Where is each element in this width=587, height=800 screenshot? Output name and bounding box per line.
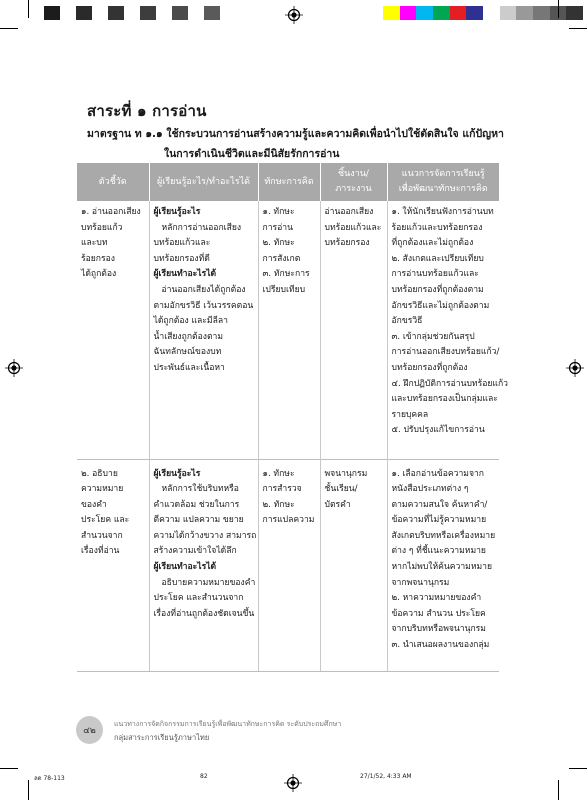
cell-line: หากไม่พบให้ค้นความหมาย xyxy=(391,562,493,573)
cell-line: อักขรวิธีและไม่ถูกต้องตาม xyxy=(391,300,490,311)
cell-line: เปรียบเทียบ xyxy=(262,284,306,295)
registration-mark-icon xyxy=(566,359,584,377)
cell-line: ข้อความที่ไม่รู้ความหมาย xyxy=(391,515,487,526)
table-row xyxy=(77,201,499,459)
cell-line: ๑. อ่านออกเสียง xyxy=(81,207,141,217)
cell-line: น้ำเสียงถูกต้องตาม xyxy=(153,331,224,342)
standard-line-2: ในการดำเนินชีวิตและมีนิสัยรักการอ่าน xyxy=(164,148,340,160)
cell-line: คำแวดล้อม ช่วยในการ xyxy=(153,499,240,510)
cell-line: อ่านออกเสียงได้ถูกต้อง xyxy=(161,284,246,295)
color-swatch xyxy=(483,6,500,20)
cell-line: ๒. อธิบาย xyxy=(81,468,118,479)
cell-line: จากบริบทหรือพจนานุกรม xyxy=(391,624,486,635)
cell-line: ๓. ทักษะการ xyxy=(262,269,310,280)
color-swatch xyxy=(44,6,60,20)
cell-line: พจนานุกรม xyxy=(324,468,368,479)
crop-mark xyxy=(558,0,559,18)
cell-line: หลักการอ่านออกเสียง xyxy=(161,222,242,233)
color-swatch xyxy=(450,6,467,20)
cell-line: ๕. ปรับปรุงแก้ไขการอ่าน xyxy=(391,425,485,436)
slug-file-name: ลด 78-113 xyxy=(34,775,65,782)
color-swatch xyxy=(76,6,92,20)
cell-line: บทร้อยกรอง xyxy=(324,238,370,249)
crop-mark xyxy=(28,780,29,800)
header-line: ภาระงาน xyxy=(335,184,372,194)
skills-cell xyxy=(258,459,320,671)
cell-line: หลักการใช้บริบทหรือ xyxy=(161,484,239,495)
cell-line: อธิบายความหมายของคำ xyxy=(161,577,256,588)
cell-line: ๑. เลือกอ่านข้อความจาก xyxy=(391,468,485,479)
cell-line: ๑. ทักษะ xyxy=(262,207,295,217)
cell-line: ตามความสนใจ ค้นหาคำ/ xyxy=(391,499,488,510)
header-work-tasks xyxy=(320,163,387,201)
cell-subheading: ผู้เรียนรู้อะไร xyxy=(153,468,201,479)
color-swatch xyxy=(466,6,483,20)
cell-line: และบทร้อยกรองเป็นกลุ่มและ xyxy=(391,394,498,405)
learning-cell xyxy=(149,201,258,459)
crop-mark xyxy=(0,28,18,29)
table-row xyxy=(77,459,499,671)
color-swatch xyxy=(92,6,108,20)
cell-line: ๔. ฝึกปฏิบัติการอ่านบทร้อยแก้ว xyxy=(391,378,508,389)
cell-line: ๓. เข้ากลุ่มช่วยกันสรุป xyxy=(391,331,475,342)
crop-mark xyxy=(0,768,18,769)
cell-line: ๓. นำเสนอผลงานของกลุ่ม xyxy=(391,640,490,651)
cell-line: ตามอักขรวิธี เว้นวรรคตอน xyxy=(153,300,254,311)
color-swatch xyxy=(172,6,188,20)
color-swatch xyxy=(533,6,550,20)
cell-line: ประพันธ์และเนื้อหา xyxy=(153,362,225,373)
cell-line: ความหมาย xyxy=(81,484,124,495)
header-thinking-skills xyxy=(258,163,320,201)
header-line: เพื่อพัฒนาทักษะการคิด xyxy=(398,184,488,194)
color-swatch xyxy=(566,6,583,20)
cell-line: ของคำ xyxy=(81,499,107,510)
header-learning-approach xyxy=(387,163,499,201)
cell-line: การอ่านออกเสียงบทร้อยแก้ว/ xyxy=(391,347,500,358)
cell-line: บทร้อยกรองที่ถูกต้องตาม xyxy=(391,284,484,295)
cell-line: และบท xyxy=(81,238,108,249)
cell-line: สำนวนจาก xyxy=(81,530,123,541)
crop-mark xyxy=(558,780,559,800)
cell-line: จากพจนานุกรม xyxy=(391,577,450,588)
header-line: ตัวชี้วัด xyxy=(98,176,127,187)
footer-subject-group: กลุ่มสาระการเรียนรู้ภาษาไทย xyxy=(114,733,210,742)
crop-mark xyxy=(569,768,587,769)
cell-line: การอ่านบทร้อยแก้วและ xyxy=(391,269,479,280)
color-swatch xyxy=(124,6,140,20)
cell-line: ตีความ แปลความ ขยาย xyxy=(153,515,244,526)
color-swatch xyxy=(204,6,220,20)
cell-line: รายบุคคล xyxy=(391,409,429,420)
cell-subheading: ผู้เรียนรู้อะไร xyxy=(153,207,201,217)
cell-subheading: ผู้เรียนทำอะไรได้ xyxy=(153,269,217,280)
cell-line: ข้อความ สำนวน ประโยค xyxy=(391,608,486,619)
grayscale-color-bar xyxy=(28,6,220,20)
color-swatch xyxy=(188,6,204,20)
color-swatch xyxy=(400,6,417,20)
learning-cell xyxy=(149,459,258,671)
standard-line-1: มาตรฐาน ท ๑.๑ ใช้กระบวนการอ่านสร้างความรู้และความคิดเพื่อนำไปใช้ตัดสินใจ แก้ปัญหา xyxy=(87,128,504,140)
cell-line: หนังสือประเภทต่าง ๆ xyxy=(391,484,469,495)
cell-line: บทร้อยแก้วและ xyxy=(153,238,211,249)
cell-line: ที่ถูกต้องและไม่ถูกต้อง xyxy=(391,238,474,249)
work-cell xyxy=(320,201,387,459)
color-swatch xyxy=(416,6,433,20)
page-title: สาระที่ ๑ การอ่าน xyxy=(87,102,207,120)
cmyk-color-bar xyxy=(383,6,583,20)
work-cell xyxy=(320,459,387,671)
table-header-row xyxy=(77,163,499,201)
cell-line: ร้อยกรอง xyxy=(81,253,115,264)
indicator-cell xyxy=(77,201,149,459)
cell-line: สร้างความเข้าใจได้ลึก xyxy=(153,546,237,557)
cell-line: อ่านออกเสียง xyxy=(324,207,374,217)
header-line: แนวการจัดการเรียนรู้ xyxy=(401,169,485,179)
header-line: ผู้เรียนรู้อะไร/ทำอะไรได้ xyxy=(156,176,251,187)
cell-line: ได้ถูกต้อง และมีลีลา xyxy=(153,316,228,327)
cell-line: เรื่องที่อ่านถูกต้องชัดเจนขึ้น xyxy=(153,608,255,619)
cell-line: เรื่องที่อ่าน xyxy=(81,546,120,557)
color-swatch xyxy=(516,6,533,20)
cell-line: การสำรวจ xyxy=(262,484,302,495)
cell-line: บทร้อยแก้วและ xyxy=(324,222,382,233)
cell-line: การอ่าน xyxy=(262,222,294,233)
learning-standard xyxy=(87,124,527,164)
cell-line: ต่าง ๆ ที่ชี้แนะความหมาย xyxy=(391,546,486,557)
cell-line: การสังเกต xyxy=(262,253,301,264)
cell-line: สังเกตบริบทหรือเครื่องหมาย xyxy=(391,530,496,541)
color-swatch xyxy=(500,6,517,20)
color-swatch xyxy=(60,6,76,20)
color-swatch xyxy=(140,6,156,20)
crop-mark xyxy=(28,0,29,18)
color-swatch xyxy=(433,6,450,20)
cell-line: บัตรคำ xyxy=(324,499,351,510)
registration-mark-icon xyxy=(284,774,302,792)
cell-subheading: ผู้เรียนทำอะไรได้ xyxy=(153,562,217,573)
registration-mark-icon xyxy=(285,6,303,24)
cell-line: ชั้นเรียน/ xyxy=(324,484,358,495)
cell-line: ๒. ทักษะ xyxy=(262,499,295,510)
approach-cell xyxy=(387,459,499,671)
indicator-cell xyxy=(77,459,149,671)
color-swatch xyxy=(156,6,172,20)
cell-line: ๒. ทักษะ xyxy=(262,238,295,249)
cell-line: การแปลความ xyxy=(262,515,315,526)
footer-book-title: แนวทางการจัดกิจกรรมการเรียนรู้เพื่อพัฒนาทักษะการคิด ระดับประถมศึกษา xyxy=(114,720,342,728)
registration-mark-icon xyxy=(5,359,23,377)
cell-line: ร้อยแก้วและบทร้อยกรอง xyxy=(391,222,483,233)
header-line: ชิ้นงาน/ xyxy=(338,169,369,179)
header-line: ทักษะการคิด xyxy=(264,176,314,187)
cell-line: ๒. สังเกตและเปรียบเทียบ xyxy=(391,253,484,264)
crop-mark xyxy=(569,28,587,29)
color-swatch xyxy=(28,6,44,20)
color-swatch xyxy=(383,6,400,20)
cell-line: ประโยค และสำนวนจาก xyxy=(153,593,244,604)
cell-line: บทร้อยกรองที่ถูกต้อง xyxy=(391,362,468,373)
curriculum-table xyxy=(77,163,508,672)
approach-cell xyxy=(387,201,508,459)
header-what-learners-learn xyxy=(149,163,258,201)
cell-line: ๑. ทักษะ xyxy=(262,468,295,479)
slug-page-number: 82 xyxy=(200,773,208,780)
cell-line: บทร้อยแก้ว xyxy=(81,222,123,233)
skills-cell xyxy=(258,201,320,459)
cell-line: ฉันทลักษณ์ของบท xyxy=(153,347,222,358)
cell-line: ๑. ให้นักเรียนฟังการอ่านบท xyxy=(391,207,494,217)
header-indicator xyxy=(77,163,149,201)
slug-timestamp: 27/1/52, 4:33 AM xyxy=(360,773,412,780)
cell-line: บทร้อยกรองที่ดี xyxy=(153,253,210,264)
cell-line: ประโยค และ xyxy=(81,515,130,526)
page-number: ๔๒ xyxy=(83,726,96,736)
color-swatch xyxy=(108,6,124,20)
cell-line: ๒. หาความหมายของคำ xyxy=(391,593,482,604)
cell-line: ได้ถูกต้อง xyxy=(81,269,117,280)
cell-line: อักขรวิธี xyxy=(391,316,423,327)
cell-line: ความได้กว้างขวาง สามารถ xyxy=(153,530,257,541)
